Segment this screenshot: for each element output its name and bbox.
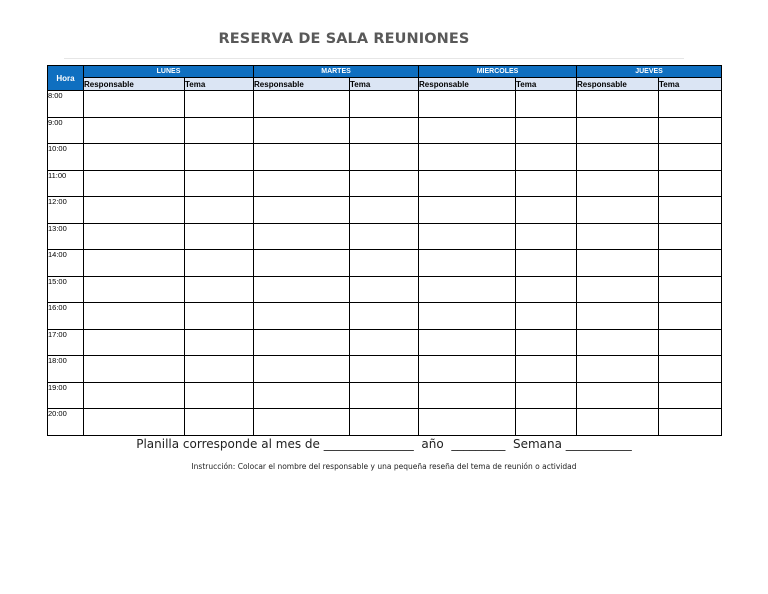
instruction-text: Instrucción: Colocar el nombre del responsable y una pequeña reseña del tema de reunión o actividad [191, 462, 577, 471]
time-row [48, 356, 722, 383]
responsable-cell[interactable] [577, 91, 659, 118]
tema-cell[interactable] [185, 356, 254, 383]
responsable-cell[interactable] [419, 409, 516, 436]
tema-cell[interactable] [185, 170, 254, 197]
time-cell: 9:00 [48, 117, 84, 144]
week-blank[interactable]: ___________ [565, 437, 632, 451]
time-cell: 8:00 [48, 91, 84, 118]
tema-cell[interactable] [516, 382, 577, 409]
responsable-cell[interactable] [254, 250, 350, 277]
week-label: Semana [512, 437, 562, 451]
tema-cell[interactable] [659, 356, 722, 383]
responsable-cell[interactable] [254, 197, 350, 224]
tema-cell[interactable] [659, 303, 722, 330]
responsable-cell[interactable] [419, 250, 516, 277]
responsable-cell[interactable] [419, 223, 516, 250]
responsable-cell[interactable] [254, 117, 350, 144]
responsable-cell[interactable] [254, 356, 350, 383]
month-blank[interactable]: _______________ [323, 437, 414, 451]
responsable-cell[interactable] [84, 276, 185, 303]
responsable-cell[interactable] [254, 409, 350, 436]
time-row [48, 197, 722, 224]
time-row [48, 276, 722, 303]
tema-cell[interactable] [185, 197, 254, 224]
time-cell: 12:00 [48, 197, 84, 224]
tema-cell[interactable] [185, 382, 254, 409]
tema-cell[interactable] [185, 329, 254, 356]
responsable-cell[interactable] [84, 250, 185, 277]
tema-cell[interactable] [185, 276, 254, 303]
responsable-cell[interactable] [254, 144, 350, 171]
day-header-miercoles: MIERCOLES [419, 66, 577, 78]
column-header-tema: Tema [350, 78, 419, 91]
column-header-responsable: Responsable [577, 78, 659, 91]
tema-cell[interactable] [659, 223, 722, 250]
year-label: año [421, 437, 444, 451]
time-cell: 10:00 [48, 144, 84, 171]
tema-cell[interactable] [185, 409, 254, 436]
responsable-cell[interactable] [419, 170, 516, 197]
time-row [48, 250, 722, 277]
responsable-cell[interactable] [577, 197, 659, 224]
time-row [48, 409, 722, 436]
time-cell: 11:00 [48, 170, 84, 197]
responsable-cell[interactable] [419, 117, 516, 144]
tema-cell[interactable] [516, 250, 577, 277]
time-row [48, 117, 722, 144]
time-row [48, 223, 722, 250]
responsable-cell[interactable] [84, 117, 185, 144]
responsable-cell[interactable] [419, 276, 516, 303]
tema-cell[interactable] [350, 250, 419, 277]
responsable-cell[interactable] [577, 356, 659, 383]
tema-cell[interactable] [350, 144, 419, 171]
responsable-cell[interactable] [84, 409, 185, 436]
tema-cell[interactable] [185, 91, 254, 118]
tema-cell[interactable] [659, 276, 722, 303]
month-label: Planilla corresponde al mes de [136, 437, 320, 451]
responsable-cell[interactable] [84, 382, 185, 409]
responsable-cell[interactable] [419, 144, 516, 171]
time-cell: 15:00 [48, 276, 84, 303]
column-header-tema: Tema [516, 78, 577, 91]
time-row [48, 329, 722, 356]
responsable-cell[interactable] [419, 91, 516, 118]
tema-cell[interactable] [516, 91, 577, 118]
responsable-cell[interactable] [254, 91, 350, 118]
tema-cell[interactable] [659, 250, 722, 277]
tema-cell[interactable] [350, 409, 419, 436]
time-row [48, 303, 722, 330]
tema-cell[interactable] [350, 197, 419, 224]
tema-cell[interactable] [516, 144, 577, 171]
tema-cell[interactable] [516, 356, 577, 383]
responsable-cell[interactable] [577, 117, 659, 144]
column-header-tema: Tema [185, 78, 254, 91]
tema-cell[interactable] [350, 382, 419, 409]
tema-cell[interactable] [516, 276, 577, 303]
time-row [48, 170, 722, 197]
tema-cell[interactable] [185, 223, 254, 250]
time-row [48, 91, 722, 118]
time-cell: 13:00 [48, 223, 84, 250]
column-header-responsable: Responsable [84, 78, 185, 91]
tema-cell[interactable] [659, 329, 722, 356]
day-header-jueves: JUEVES [577, 66, 722, 78]
column-header-tema: Tema [659, 78, 722, 91]
responsable-cell[interactable] [577, 223, 659, 250]
responsable-cell[interactable] [419, 197, 516, 224]
responsable-cell[interactable] [577, 303, 659, 330]
tema-cell[interactable] [350, 117, 419, 144]
time-cell: 16:00 [48, 303, 84, 330]
column-header-responsable: Responsable [254, 78, 350, 91]
tema-cell[interactable] [350, 303, 419, 330]
responsable-cell[interactable] [577, 170, 659, 197]
tema-cell[interactable] [185, 144, 254, 171]
tema-cell[interactable] [659, 197, 722, 224]
responsable-cell[interactable] [577, 382, 659, 409]
responsable-cell[interactable] [254, 170, 350, 197]
day-header-lunes: LUNES [84, 66, 254, 78]
responsable-cell[interactable] [577, 329, 659, 356]
responsable-cell[interactable] [419, 329, 516, 356]
responsable-cell[interactable] [577, 409, 659, 436]
time-cell: 14:00 [48, 250, 84, 277]
tema-cell[interactable] [350, 329, 419, 356]
tema-cell[interactable] [350, 91, 419, 118]
time-cell: 17:00 [48, 329, 84, 356]
responsable-cell[interactable] [419, 356, 516, 383]
tema-cell[interactable] [516, 117, 577, 144]
tema-cell[interactable] [350, 223, 419, 250]
responsable-cell[interactable] [84, 329, 185, 356]
responsable-cell[interactable] [84, 223, 185, 250]
reservation-table [47, 65, 722, 436]
tema-cell[interactable] [185, 250, 254, 277]
responsable-cell[interactable] [84, 91, 185, 118]
responsable-cell[interactable] [577, 144, 659, 171]
tema-cell[interactable] [659, 382, 722, 409]
tema-cell[interactable] [185, 117, 254, 144]
tema-cell[interactable] [516, 170, 577, 197]
responsable-cell[interactable] [254, 223, 350, 250]
tema-cell[interactable] [516, 223, 577, 250]
footer-period-line [0, 437, 768, 451]
responsable-cell[interactable] [84, 170, 185, 197]
time-row [48, 144, 722, 171]
responsable-cell[interactable] [254, 303, 350, 330]
tema-cell[interactable] [659, 170, 722, 197]
tema-cell[interactable] [516, 197, 577, 224]
responsable-cell[interactable] [577, 276, 659, 303]
responsable-cell[interactable] [419, 303, 516, 330]
tema-cell[interactable] [516, 409, 577, 436]
responsable-cell[interactable] [84, 356, 185, 383]
responsable-cell[interactable] [419, 382, 516, 409]
responsable-cell[interactable] [577, 250, 659, 277]
tema-cell[interactable] [659, 409, 722, 436]
column-header-responsable: Responsable [419, 78, 516, 91]
time-cell: 20:00 [48, 409, 84, 436]
time-cell: 18:00 [48, 356, 84, 383]
time-cell: 19:00 [48, 382, 84, 409]
tema-cell[interactable] [350, 170, 419, 197]
responsable-cell[interactable] [84, 144, 185, 171]
tema-cell[interactable] [185, 303, 254, 330]
title-divider [64, 58, 684, 59]
tema-cell[interactable] [350, 356, 419, 383]
responsable-cell[interactable] [84, 197, 185, 224]
day-header-martes: MARTES [254, 66, 419, 78]
responsable-cell[interactable] [254, 276, 350, 303]
tema-cell[interactable] [659, 91, 722, 118]
tema-cell[interactable] [516, 329, 577, 356]
time-row [48, 382, 722, 409]
tema-cell[interactable] [659, 117, 722, 144]
year-blank[interactable]: _________ [451, 437, 506, 451]
tema-cell[interactable] [659, 144, 722, 171]
responsable-cell[interactable] [254, 329, 350, 356]
document-title: RESERVA DE SALA REUNIONES [218, 31, 470, 47]
hora-header: Hora [48, 66, 84, 91]
tema-cell[interactable] [516, 303, 577, 330]
responsable-cell[interactable] [84, 303, 185, 330]
responsable-cell[interactable] [254, 382, 350, 409]
tema-cell[interactable] [350, 276, 419, 303]
